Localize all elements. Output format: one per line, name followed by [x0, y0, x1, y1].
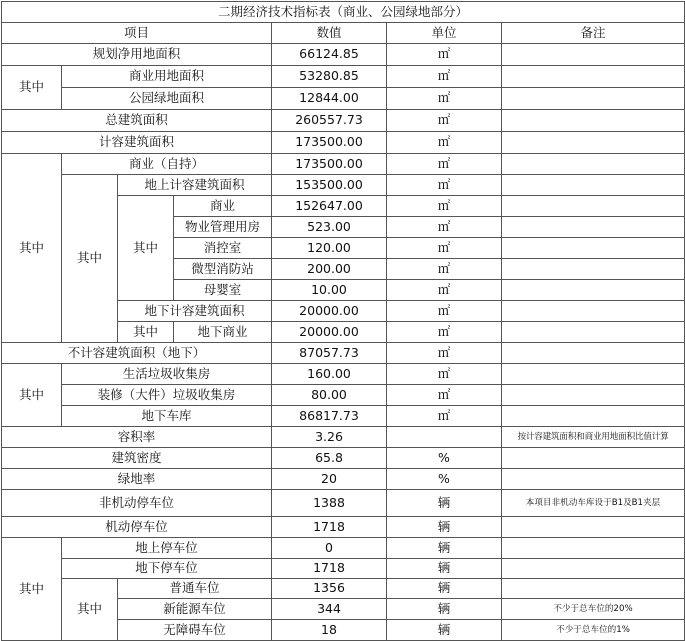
row-label: 装修（大件）垃圾收集房 — [62, 385, 272, 406]
row-note — [502, 322, 685, 343]
row-label: 不计容建筑面积（地下） — [2, 343, 272, 364]
row-unit: ㎡ — [387, 406, 502, 427]
row-note — [502, 238, 685, 259]
row-unit: ㎡ — [387, 217, 502, 238]
row-note — [502, 217, 685, 238]
row-value: 86817.73 — [272, 406, 387, 427]
table-row — [2, 88, 685, 110]
table-row — [2, 44, 685, 66]
row-value: 173500.00 — [272, 154, 387, 175]
row-value: 120.00 — [272, 238, 387, 259]
economic-indicator-table — [1, 1, 685, 641]
row-label: 容积率 — [2, 427, 272, 448]
row-value: 200.00 — [272, 259, 387, 280]
row-unit: ㎡ — [387, 175, 502, 196]
qizhong-label: 其中 — [62, 175, 118, 343]
row-value: 20 — [272, 469, 387, 490]
row-unit: 辆 — [387, 538, 502, 559]
qizhong-label: 其中 — [2, 154, 62, 343]
qizhong-label: 其中 — [118, 196, 174, 301]
table-row — [2, 579, 685, 599]
table-title: 二期经济技术指标表（商业、公园绿地部分） — [2, 2, 685, 23]
row-value: 87057.73 — [272, 343, 387, 364]
row-unit: 辆 — [387, 599, 502, 620]
row-unit: ㎡ — [387, 280, 502, 301]
row-value: 20000.00 — [272, 301, 387, 322]
row-value: 1388 — [272, 490, 387, 517]
row-unit: % — [387, 448, 502, 469]
row-label: 计容建筑面积 — [2, 132, 272, 154]
header-value: 数值 — [272, 23, 387, 44]
row-note — [502, 154, 685, 175]
row-value: 1356 — [272, 579, 387, 599]
row-label: 地下计容建筑面积 — [118, 301, 272, 322]
row-label: 微型消防站 — [174, 259, 272, 280]
row-note — [502, 259, 685, 280]
row-value: 1718 — [272, 559, 387, 579]
row-unit: ㎡ — [387, 238, 502, 259]
header-item: 项目 — [2, 23, 272, 44]
row-value: 0 — [272, 538, 387, 559]
row-label: 机动停车位 — [2, 517, 272, 538]
row-value: 18 — [272, 620, 387, 641]
row-note — [502, 66, 685, 88]
row-label: 规划净用地面积 — [2, 44, 272, 66]
row-note — [502, 280, 685, 301]
header-unit: 单位 — [387, 23, 502, 44]
row-note — [502, 538, 685, 559]
table-row — [2, 385, 685, 406]
row-unit: ㎡ — [387, 301, 502, 322]
row-unit: 辆 — [387, 579, 502, 599]
row-note — [502, 44, 685, 66]
row-unit: 辆 — [387, 559, 502, 579]
row-label: 地上计容建筑面积 — [118, 175, 272, 196]
row-value: 53280.85 — [272, 66, 387, 88]
row-label: 绿地率 — [2, 469, 272, 490]
row-label: 地上停车位 — [62, 538, 272, 559]
row-label: 非机动停车位 — [2, 490, 272, 517]
row-value: 523.00 — [272, 217, 387, 238]
row-unit: ㎡ — [387, 66, 502, 88]
table-row — [2, 517, 685, 538]
row-note — [502, 88, 685, 110]
row-note — [502, 559, 685, 579]
row-unit: 辆 — [387, 620, 502, 641]
row-value: 160.00 — [272, 364, 387, 385]
row-unit: ㎡ — [387, 343, 502, 364]
row-note — [502, 448, 685, 469]
table-row — [2, 559, 685, 579]
row-note — [502, 517, 685, 538]
qizhong-label: 其中 — [118, 322, 174, 343]
row-unit: ㎡ — [387, 44, 502, 66]
qizhong-label: 其中 — [2, 538, 62, 641]
row-value: 20000.00 — [272, 322, 387, 343]
row-value: 152647.00 — [272, 196, 387, 217]
qizhong-label: 其中 — [2, 66, 62, 110]
table-row — [2, 66, 685, 88]
row-label: 消控室 — [174, 238, 272, 259]
row-note — [502, 343, 685, 364]
row-unit: ㎡ — [387, 88, 502, 110]
row-value: 344 — [272, 599, 387, 620]
row-value: 65.8 — [272, 448, 387, 469]
row-label: 商业（自持） — [62, 154, 272, 175]
row-note — [502, 579, 685, 599]
table-row — [2, 406, 685, 427]
row-note — [502, 301, 685, 322]
row-label: 生活垃圾收集房 — [62, 364, 272, 385]
row-label: 普通车位 — [118, 579, 272, 599]
table-row — [2, 175, 685, 196]
row-label: 地下车库 — [62, 406, 272, 427]
row-label: 商业 — [174, 196, 272, 217]
row-note — [502, 385, 685, 406]
row-label: 地下商业 — [174, 322, 272, 343]
row-value: 12844.00 — [272, 88, 387, 110]
row-unit: ㎡ — [387, 322, 502, 343]
row-label: 建筑密度 — [2, 448, 272, 469]
row-value: 153500.00 — [272, 175, 387, 196]
table-row — [2, 110, 685, 132]
table-row — [2, 538, 685, 559]
table-row — [2, 427, 685, 448]
row-label: 地下停车位 — [62, 559, 272, 579]
row-note — [502, 406, 685, 427]
table-row — [2, 364, 685, 385]
row-value: 173500.00 — [272, 132, 387, 154]
table-row — [2, 448, 685, 469]
table-row — [2, 469, 685, 490]
row-note — [502, 364, 685, 385]
row-value: 260557.73 — [272, 110, 387, 132]
row-unit: ㎡ — [387, 385, 502, 406]
qizhong-label: 其中 — [62, 579, 118, 641]
row-note — [502, 132, 685, 154]
row-unit: ㎡ — [387, 364, 502, 385]
row-unit: ㎡ — [387, 132, 502, 154]
row-unit: 辆 — [387, 517, 502, 538]
row-value: 66124.85 — [272, 44, 387, 66]
row-unit: % — [387, 469, 502, 490]
row-note — [502, 110, 685, 132]
row-label: 无障碍车位 — [118, 620, 272, 641]
table-row — [2, 343, 685, 364]
row-unit — [387, 427, 502, 448]
row-note — [502, 196, 685, 217]
row-unit: ㎡ — [387, 196, 502, 217]
qizhong-label: 其中 — [2, 364, 62, 427]
row-note — [502, 469, 685, 490]
row-label: 物业管理用房 — [174, 217, 272, 238]
row-unit: 辆 — [387, 490, 502, 517]
table-row — [2, 154, 685, 175]
header-row — [2, 23, 685, 44]
row-note: 不少于总车位的1% — [502, 620, 685, 641]
row-note: 本项目非机动车库设于B1及B1夹层 — [502, 490, 685, 517]
row-label: 新能源车位 — [118, 599, 272, 620]
row-label: 母婴室 — [174, 280, 272, 301]
row-label: 公园绿地面积 — [62, 88, 272, 110]
table-row — [2, 132, 685, 154]
row-value: 1718 — [272, 517, 387, 538]
row-note — [502, 175, 685, 196]
row-note: 按计容建筑面积和商业用地面积比值计算 — [502, 427, 685, 448]
row-label: 商业用地面积 — [62, 66, 272, 88]
row-label: 总建筑面积 — [2, 110, 272, 132]
row-value: 3.26 — [272, 427, 387, 448]
row-unit: ㎡ — [387, 110, 502, 132]
row-unit: ㎡ — [387, 154, 502, 175]
row-unit: ㎡ — [387, 259, 502, 280]
header-note: 备注 — [502, 23, 685, 44]
row-value: 80.00 — [272, 385, 387, 406]
table-row — [2, 490, 685, 517]
row-note: 不少于总车位的20% — [502, 599, 685, 620]
row-value: 10.00 — [272, 280, 387, 301]
